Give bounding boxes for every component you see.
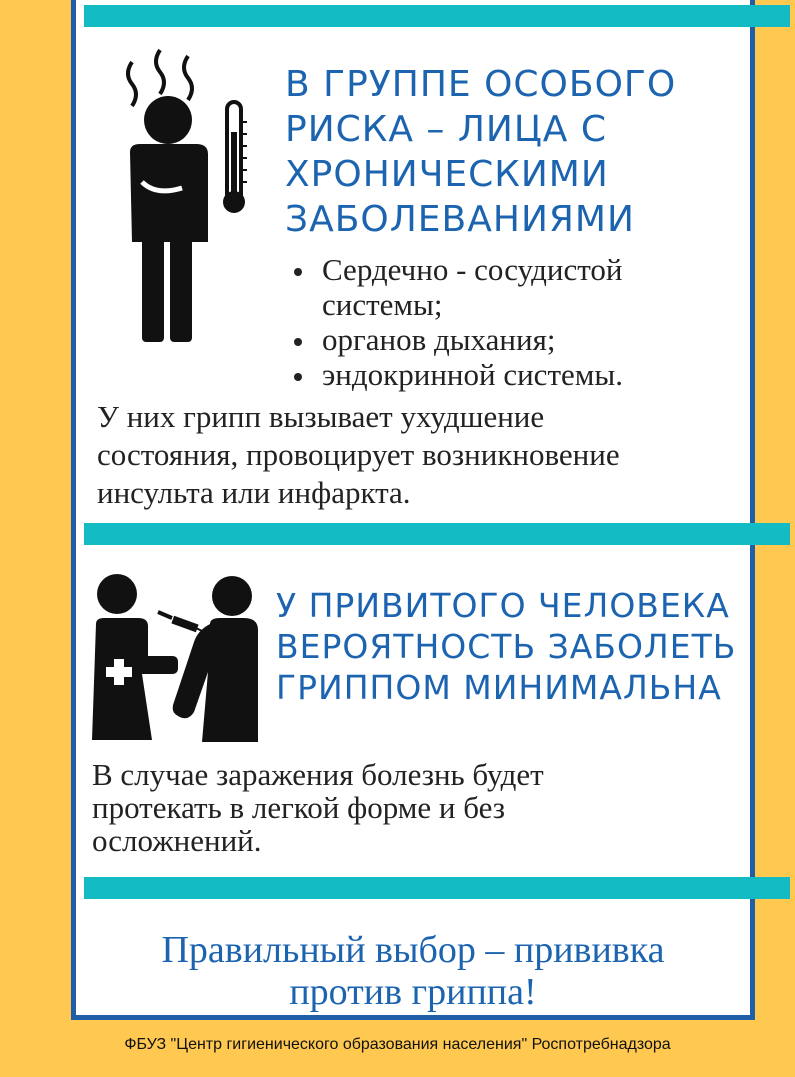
list-item: эндокринной системы. — [290, 357, 710, 392]
list-item: органов дыхания; — [290, 322, 710, 357]
risk-group-title-line: ЗАБОЛЕВАНИЯМИ — [285, 199, 635, 240]
risk-group-title-line: В ГРУППЕ ОСОБОГО — [285, 64, 677, 105]
diseases-list — [290, 252, 710, 392]
risk-group-title-line: ХРОНИЧЕСКИМИ — [285, 154, 609, 195]
top-band — [84, 5, 790, 27]
vaccinated-note — [92, 758, 544, 857]
risk-group-title — [285, 62, 676, 242]
risk-group-title-line: РИСКА – ЛИЦА С — [285, 109, 608, 150]
sick-person-thermometer-icon — [110, 42, 260, 342]
vaccinated-title-line: У ПРИВИТОГО ЧЕЛОВЕКА — [276, 586, 730, 625]
right-choice-line1: Правильный выбор – прививка — [161, 929, 665, 971]
vaccination-icon — [92, 572, 262, 742]
risk-note-line: инсульта или инфаркта. — [97, 475, 411, 510]
vaccinated-note-line: осложнений. — [92, 823, 262, 858]
middle-band — [84, 523, 790, 545]
vaccinated-note-line: протекать в легкой форме и без — [92, 790, 505, 825]
vaccinated-title-line: ВЕРОЯТНОСТЬ ЗАБОЛЕТЬ — [276, 627, 737, 666]
risk-note-line: состояния, провоцирует возникновение — [97, 437, 620, 472]
right-choice-line2: против гриппа! — [289, 971, 537, 1013]
vaccinated-note-line: В случае заражения болезнь будет — [92, 757, 544, 792]
vaccinated-title-line: ГРИППОМ МИНИМАЛЬНА — [276, 668, 722, 707]
vaccinated-title — [276, 585, 736, 708]
footer-organization: ФБУЗ "Центр гигиенического образования населения" Роспотребнадзора — [124, 1036, 671, 1053]
risk-note-line: У них грипп вызывает ухудшение — [97, 399, 545, 434]
lower-band — [84, 877, 790, 899]
risk-note — [97, 398, 620, 512]
list-item: Сердечно - сосудистой системы; — [290, 252, 710, 322]
